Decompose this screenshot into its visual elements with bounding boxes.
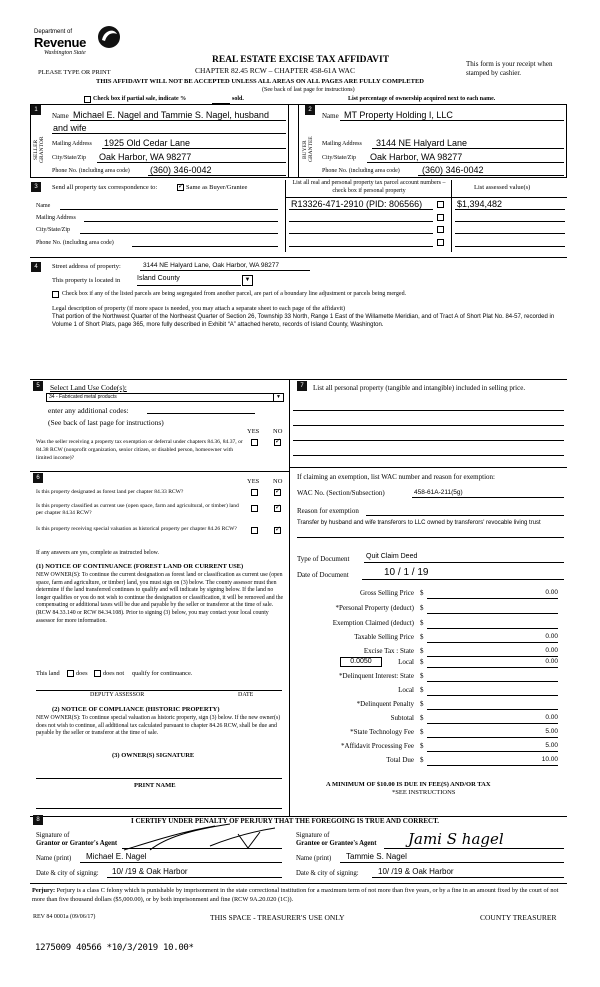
personal-property-label: List all personal property (tangible and intangible) included in selling price. xyxy=(313,384,526,392)
located-label: This property is located in xyxy=(52,277,121,284)
qualify-label: qualify for continuance. xyxy=(132,670,193,677)
notice2-body: NEW OWNER(S): To continue special valuation as historic property, sign (3) below. If the new owner(s) does not wish to continue, all additional tax calculated pursuant to chapter 84.26 RCW, shall be due and payable by the seller or transferor at the time of sale. xyxy=(36,715,281,737)
exemption-dollar: $ xyxy=(420,619,424,627)
local-label: Local xyxy=(398,658,414,666)
receipt-note: This form is your receipt when stamped by cashier. xyxy=(466,60,553,77)
delinquent-local-label: Local xyxy=(398,686,414,694)
parcel-1[interactable]: R13326-471-2910 (PID: 806566) xyxy=(291,199,423,209)
seller-city-label: City/State/Zip xyxy=(52,155,86,161)
buyer-city-label: City/State/Zip xyxy=(322,155,356,161)
exemption-question: Was the seller receiving a property tax exemption or deferral under chapters 84.36, 84.37, or 84.38 RCW (nonprofit organization, senior citizen, or disabled person, homeowner with limited income)? xyxy=(36,439,243,461)
section-4-number: 4 xyxy=(31,262,41,272)
buyer-side-label: BUYER GRANTEE xyxy=(302,136,314,163)
buyer-name-label: Name xyxy=(322,112,339,120)
corr-mailing-label: Mailing Address xyxy=(36,215,76,221)
grantor-name[interactable]: Michael E. Nagel xyxy=(86,852,147,861)
land-use-label: Select Land Use Code(s): xyxy=(50,383,127,392)
notice2-title: (2) NOTICE OF COMPLIANCE (HISTORIC PROPERTY) xyxy=(52,706,220,713)
excise-state-value[interactable]: 0.00 xyxy=(545,647,558,654)
fee-row-excise-state xyxy=(294,647,564,658)
fee-row-total xyxy=(294,756,564,767)
same-as-buyer-checkbox[interactable] xyxy=(177,184,184,191)
grantor-signature-scribble[interactable] xyxy=(120,820,280,856)
current-use-yes-checkbox[interactable] xyxy=(251,505,258,512)
dor-logo xyxy=(34,24,129,60)
grantor-date-label: Date & city of signing: xyxy=(36,870,99,877)
grantor-name-label: Name (print) xyxy=(36,855,72,862)
s5-no-checkbox[interactable] xyxy=(274,439,281,446)
see-instructions: *SEE INSTRUCTIONS xyxy=(392,789,456,796)
grantor-date[interactable]: 10/ /19 & Oak Harbor xyxy=(112,867,188,876)
historic-yes-checkbox[interactable] xyxy=(251,527,258,534)
delinq-pen-dollar: $ xyxy=(420,700,424,708)
perjury-text: Perjury is a class C felony which is punishable by imprisonment in the state correctional institution for a maximum term of not more than five years, or by a fine in an amount fixed by the court of not more than five thousand dollars ($5,000.00), or by both imprisonment and fine (RCW 9A.20.020 (1C)). xyxy=(32,887,559,903)
section-7-number: 7 xyxy=(297,381,307,391)
excise-state-label: Excise Tax : State xyxy=(363,647,414,655)
treasurer-space: THIS SPACE - TREASURER'S USE ONLY xyxy=(210,913,345,922)
taxable-value[interactable]: 0.00 xyxy=(545,633,558,640)
wac-label: WAC No. (Section/Subsection) xyxy=(297,489,385,497)
this-land-label: This land xyxy=(36,670,60,677)
buyer-phone-label: Phone No. (including area code) xyxy=(322,168,400,174)
segregation-note: Check box if any of the listed parcels are being segregated from another parcel, are part of a boundary line adjustment or parcels being merged. xyxy=(62,291,407,297)
buyer-mailing-label: Mailing Address xyxy=(322,141,362,147)
grantee-name-label: Name (print) xyxy=(296,855,332,862)
s6-no-header: NO xyxy=(273,478,283,485)
section-1-number: 1 xyxy=(31,105,41,115)
fee-row-delinq-pen xyxy=(294,700,564,711)
fee-row-affidavit xyxy=(294,742,564,753)
s5-no-header: NO xyxy=(273,428,283,435)
delinquent-penalty-label: *Delinquent Penalty xyxy=(356,700,414,708)
warning-text: THIS AFFIDAVIT WILL NOT BE ACCEPTED UNLESS ALL AREAS ON ALL PAGES ARE FULLY COMPLETED xyxy=(96,78,424,85)
delinq-local-dollar: $ xyxy=(420,686,424,694)
land-use-dropdown-icon[interactable]: ▼ xyxy=(273,394,283,401)
form-title: REAL ESTATE EXCISE TAX AFFIDAVIT xyxy=(212,55,390,65)
corr-city-label: City/State/Zip xyxy=(36,227,70,233)
corr-name-label: Name xyxy=(36,203,51,209)
affidavit-fee-value[interactable]: 5.00 xyxy=(545,742,558,749)
total-dollar: $ xyxy=(420,756,424,764)
seller-mailing[interactable]: 1925 Old Cedar Lane xyxy=(104,138,191,148)
exemption-claim-label: If claiming an exemption, list WAC number and reason for exemption: xyxy=(297,473,495,481)
tech-fee-label: *State Technology Fee xyxy=(350,728,414,736)
segregation-checkbox[interactable] xyxy=(52,291,59,298)
back-note: (See back of last page for instructions) xyxy=(262,87,355,93)
s6-yes-header: YES xyxy=(247,478,260,485)
reason-value[interactable]: Transfer by husband and wife transferors to LLC owned by transferors' revocable living trust xyxy=(297,520,541,526)
tech-dollar: $ xyxy=(420,728,424,736)
gross-dollar: $ xyxy=(420,589,424,597)
section-3-number: 3 xyxy=(31,182,41,192)
local-rate-box[interactable]: 0.0050 xyxy=(340,657,382,667)
gross-value[interactable]: 0.00 xyxy=(545,589,558,596)
fee-row-subtotal xyxy=(294,714,564,725)
forest-no-checkbox[interactable] xyxy=(274,489,281,496)
type-print-label: PLEASE TYPE OR PRINT xyxy=(38,69,111,76)
exemption-deduct-label: Exemption Claimed (deduct) xyxy=(332,619,414,627)
buyer-name[interactable]: MT Property Holding I, LLC xyxy=(344,110,453,120)
seller-city[interactable]: Oak Harbor, WA 98277 xyxy=(99,152,192,162)
section-5-number: 5 xyxy=(33,381,43,391)
total-due-label: Total Due xyxy=(386,756,414,764)
notice1-body: NEW OWNER(S): To continue the current designation as forest land or classification as current use (open space, farm and agriculture, or timber) land, you must sign on (3) below. The county assessor must then determine if the land transferred continues to qualify and will indicate by signing below. If the land no longer qualifies or you do not wish to continue the designation or classification, it will be removed and the compensating or additional taxes will be due and payable by the seller or transferor at the time of sale. (RCW 84.33.140 or RCW 84.34.108). Prior to signing (3) below, you may contact your local county assessor for more information. xyxy=(36,572,284,624)
grantee-date-label: Date & city of signing: xyxy=(296,870,359,877)
county-value: Island County xyxy=(137,275,180,282)
fee-row-personal xyxy=(294,604,564,615)
excise-state-dollar: $ xyxy=(420,647,424,655)
street-address[interactable]: 3144 NE Halyard Lane, Oak Harbor, WA 98277 xyxy=(143,262,279,269)
owner-signature-label: (3) OWNER(S) SIGNATURE xyxy=(112,752,195,759)
logo-swirl-icon xyxy=(96,24,122,50)
historic-no-checkbox[interactable] xyxy=(274,527,281,534)
receipt-stamp: 1275009 40566 *10/3/2019 10.00* xyxy=(35,943,194,953)
does-label: does xyxy=(76,670,88,677)
grantor-sig-label1: Signature of xyxy=(36,832,70,839)
grantee-date[interactable]: 10/ /19 & Oak Harbor xyxy=(378,867,454,876)
taxable-label: Taxable Selling Price xyxy=(354,633,414,641)
buyer-phone[interactable]: (360) 346-0042 xyxy=(422,165,484,175)
current-use-question: Is this property classified as current use (open space, farm and agricultural, or timber) land per chapter 84.34 RCW? xyxy=(36,503,239,516)
rev-number: REV 84 0001a (09/06/17) xyxy=(33,914,96,920)
affidavit-dollar: $ xyxy=(420,742,424,750)
section-6-number: 6 xyxy=(33,473,43,483)
doc-date-value[interactable]: 10 / 1 / 19 xyxy=(384,567,429,578)
seller-name-label: Name xyxy=(52,112,69,120)
notice1-title: (1) NOTICE OF CONTINUANCE (FOREST LAND OR CURRENT USE) xyxy=(36,563,244,570)
additional-codes-label: enter any additional codes: xyxy=(48,406,129,415)
seller-name-line2[interactable]: and wife xyxy=(53,123,87,133)
total-due-value[interactable]: 10.00 xyxy=(541,756,558,763)
buyer-mailing[interactable]: 3144 NE Halyard Lane xyxy=(376,138,468,148)
logo-name: Revenue xyxy=(34,35,87,50)
section-8-number: 8 xyxy=(33,815,43,825)
parcel-2-personal-checkbox[interactable] xyxy=(437,214,444,221)
local-value[interactable]: 0.00 xyxy=(545,658,558,665)
current-use-no-checkbox[interactable] xyxy=(274,505,281,512)
logo-dept: Department of xyxy=(34,29,73,35)
minimum-note: A MINIMUM OF $10.00 IS DUE IN FEE(S) AND/OR TAX xyxy=(326,781,491,788)
does-checkbox[interactable] xyxy=(67,670,74,677)
grantor-sig-label2: Grantor or Grantor's Agent xyxy=(36,840,118,847)
fee-row-delinq-int xyxy=(294,672,564,683)
same-as-buyer-label: Same as Buyer/Grantee xyxy=(186,184,248,191)
delinq-int-dollar: $ xyxy=(420,672,424,680)
perjury-note xyxy=(32,887,566,904)
affidavit-fee-label: *Affidavit Processing Fee xyxy=(341,742,414,750)
send-correspondence-label: Send all property tax correspondence to: xyxy=(52,184,158,191)
seller-phone-label: Phone No. (including area code) xyxy=(52,168,130,174)
fee-row-gross xyxy=(294,589,564,600)
corr-phone-label: Phone No. (including area code) xyxy=(36,240,114,246)
s5-yes-checkbox[interactable] xyxy=(251,439,258,446)
tech-fee-value[interactable]: 5.00 xyxy=(545,728,558,735)
grantee-name[interactable]: Tammie S. Nagel xyxy=(346,852,407,861)
certify-statement: I CERTIFY UNDER PENALTY OF PERJURY THAT THE FOREGOING IS TRUE AND CORRECT. xyxy=(131,817,440,825)
delinquent-interest-label: *Delinquent Interest: State xyxy=(338,672,414,680)
county-treasurer: COUNTY TREASURER xyxy=(480,913,557,922)
fee-row-delinq-local xyxy=(294,686,564,697)
county-dropdown-icon[interactable]: ▼ xyxy=(242,275,253,286)
parcel-4-personal-checkbox[interactable] xyxy=(437,239,444,246)
does-not-label: does not xyxy=(103,670,125,677)
value-header: List assessed value(s) xyxy=(474,184,531,191)
partial-sale-label: Check box if partial sale, indicate % xyxy=(93,96,187,102)
doc-type-label: Type of Document xyxy=(297,555,350,563)
seller-mailing-label: Mailing Address xyxy=(52,141,92,147)
ownership-note: List percentage of ownership acquired next to each name. xyxy=(348,96,496,102)
fee-row-taxable xyxy=(294,633,564,644)
partial-sale-checkbox[interactable] xyxy=(84,96,91,103)
if-yes-note: If any answers are yes, complete as instructed below. xyxy=(36,550,159,556)
legal-label: Legal description of property (if more space is needed, you may attach a separate sheet to each page of the affidavit) xyxy=(52,305,346,312)
personal-dollar: $ xyxy=(420,604,424,612)
fee-row-exemption xyxy=(294,619,564,630)
parcel-header: List all real and personal property tax parcel account numbers – check box if personal property xyxy=(292,180,446,194)
parcel-3-personal-checkbox[interactable] xyxy=(437,226,444,233)
street-label: Street address of property: xyxy=(52,263,121,270)
taxable-dollar: $ xyxy=(420,633,424,641)
fee-row-local xyxy=(294,658,564,669)
personal-deduct-label: *Personal Property (deduct) xyxy=(335,604,414,612)
subtotal-value[interactable]: 0.00 xyxy=(545,714,558,721)
grantee-sig-label2: Grantee or Grantee's Agent xyxy=(296,840,377,847)
doc-date-label: Date of Document xyxy=(297,571,349,579)
form-chapter: CHAPTER 82.45 RCW – CHAPTER 458-61A WAC xyxy=(195,66,355,75)
does-not-checkbox[interactable] xyxy=(94,670,101,677)
seller-side-label: SELLER GRANTOR xyxy=(33,136,45,163)
seller-phone[interactable]: (360) 346-0042 xyxy=(150,165,212,175)
gross-label: Gross Selling Price xyxy=(359,589,414,597)
print-name-label: PRINT NAME xyxy=(134,782,176,789)
seller-name-line1[interactable]: Michael E. Nagel and Tammie S. Nagel, husband xyxy=(73,110,269,120)
subtotal-dollar: $ xyxy=(420,714,424,722)
land-use-value: 34 - Fabricated metal products xyxy=(49,394,117,400)
s5-yes-header: YES xyxy=(247,428,260,435)
parcel-1-personal-checkbox[interactable] xyxy=(437,201,444,208)
buyer-city[interactable]: Oak Harbor, WA 98277 xyxy=(370,152,463,162)
fee-row-tech xyxy=(294,728,564,739)
logo-state: Washington State xyxy=(44,50,86,56)
local-dollar: $ xyxy=(420,658,424,666)
county-select[interactable] xyxy=(137,275,251,286)
forest-land-question: Is this property designated as forest land per chapter 84.33 RCW? xyxy=(36,489,184,495)
historic-question: Is this property receiving special valuation as historical property per chapter 84.26 RCW? xyxy=(36,526,237,532)
doc-type-value[interactable]: Quit Claim Deed xyxy=(366,553,418,560)
deputy-assessor-label: DEPUTY ASSESSOR xyxy=(90,692,145,698)
legal-description[interactable]: That portion of the Northwest Quarter of the Northeast Quarter of Section 26, Township 33 North, Range 1 East of the Willamette Meridian, and of Tract A of Short Plat No. 84-57, recorded in Volume 1 of Short Plats, page 365, more fully described in Exhibit “A” attached hereto, records of Island County, Washington. xyxy=(52,314,555,328)
subtotal-label: Subtotal xyxy=(390,714,414,722)
date-label: DATE xyxy=(238,692,254,698)
sold-label: sold. xyxy=(232,96,244,102)
section-2-number: 2 xyxy=(305,105,315,115)
reason-label: Reason for exemption xyxy=(297,507,359,515)
land-use-select[interactable] xyxy=(46,393,284,402)
perjury-bold: Perjury: xyxy=(32,887,56,894)
grantee-sig-label1: Signature of xyxy=(296,832,330,839)
forest-yes-checkbox[interactable] xyxy=(251,489,258,496)
grantee-signature[interactable]: Jami S hagel xyxy=(408,830,504,848)
assessed-value-1[interactable]: $1,394,482 xyxy=(457,199,503,209)
wac-value[interactable]: 458-61A-211(5g) xyxy=(414,489,463,496)
section5-back-note: (See back of last page for instructions) xyxy=(48,418,164,427)
